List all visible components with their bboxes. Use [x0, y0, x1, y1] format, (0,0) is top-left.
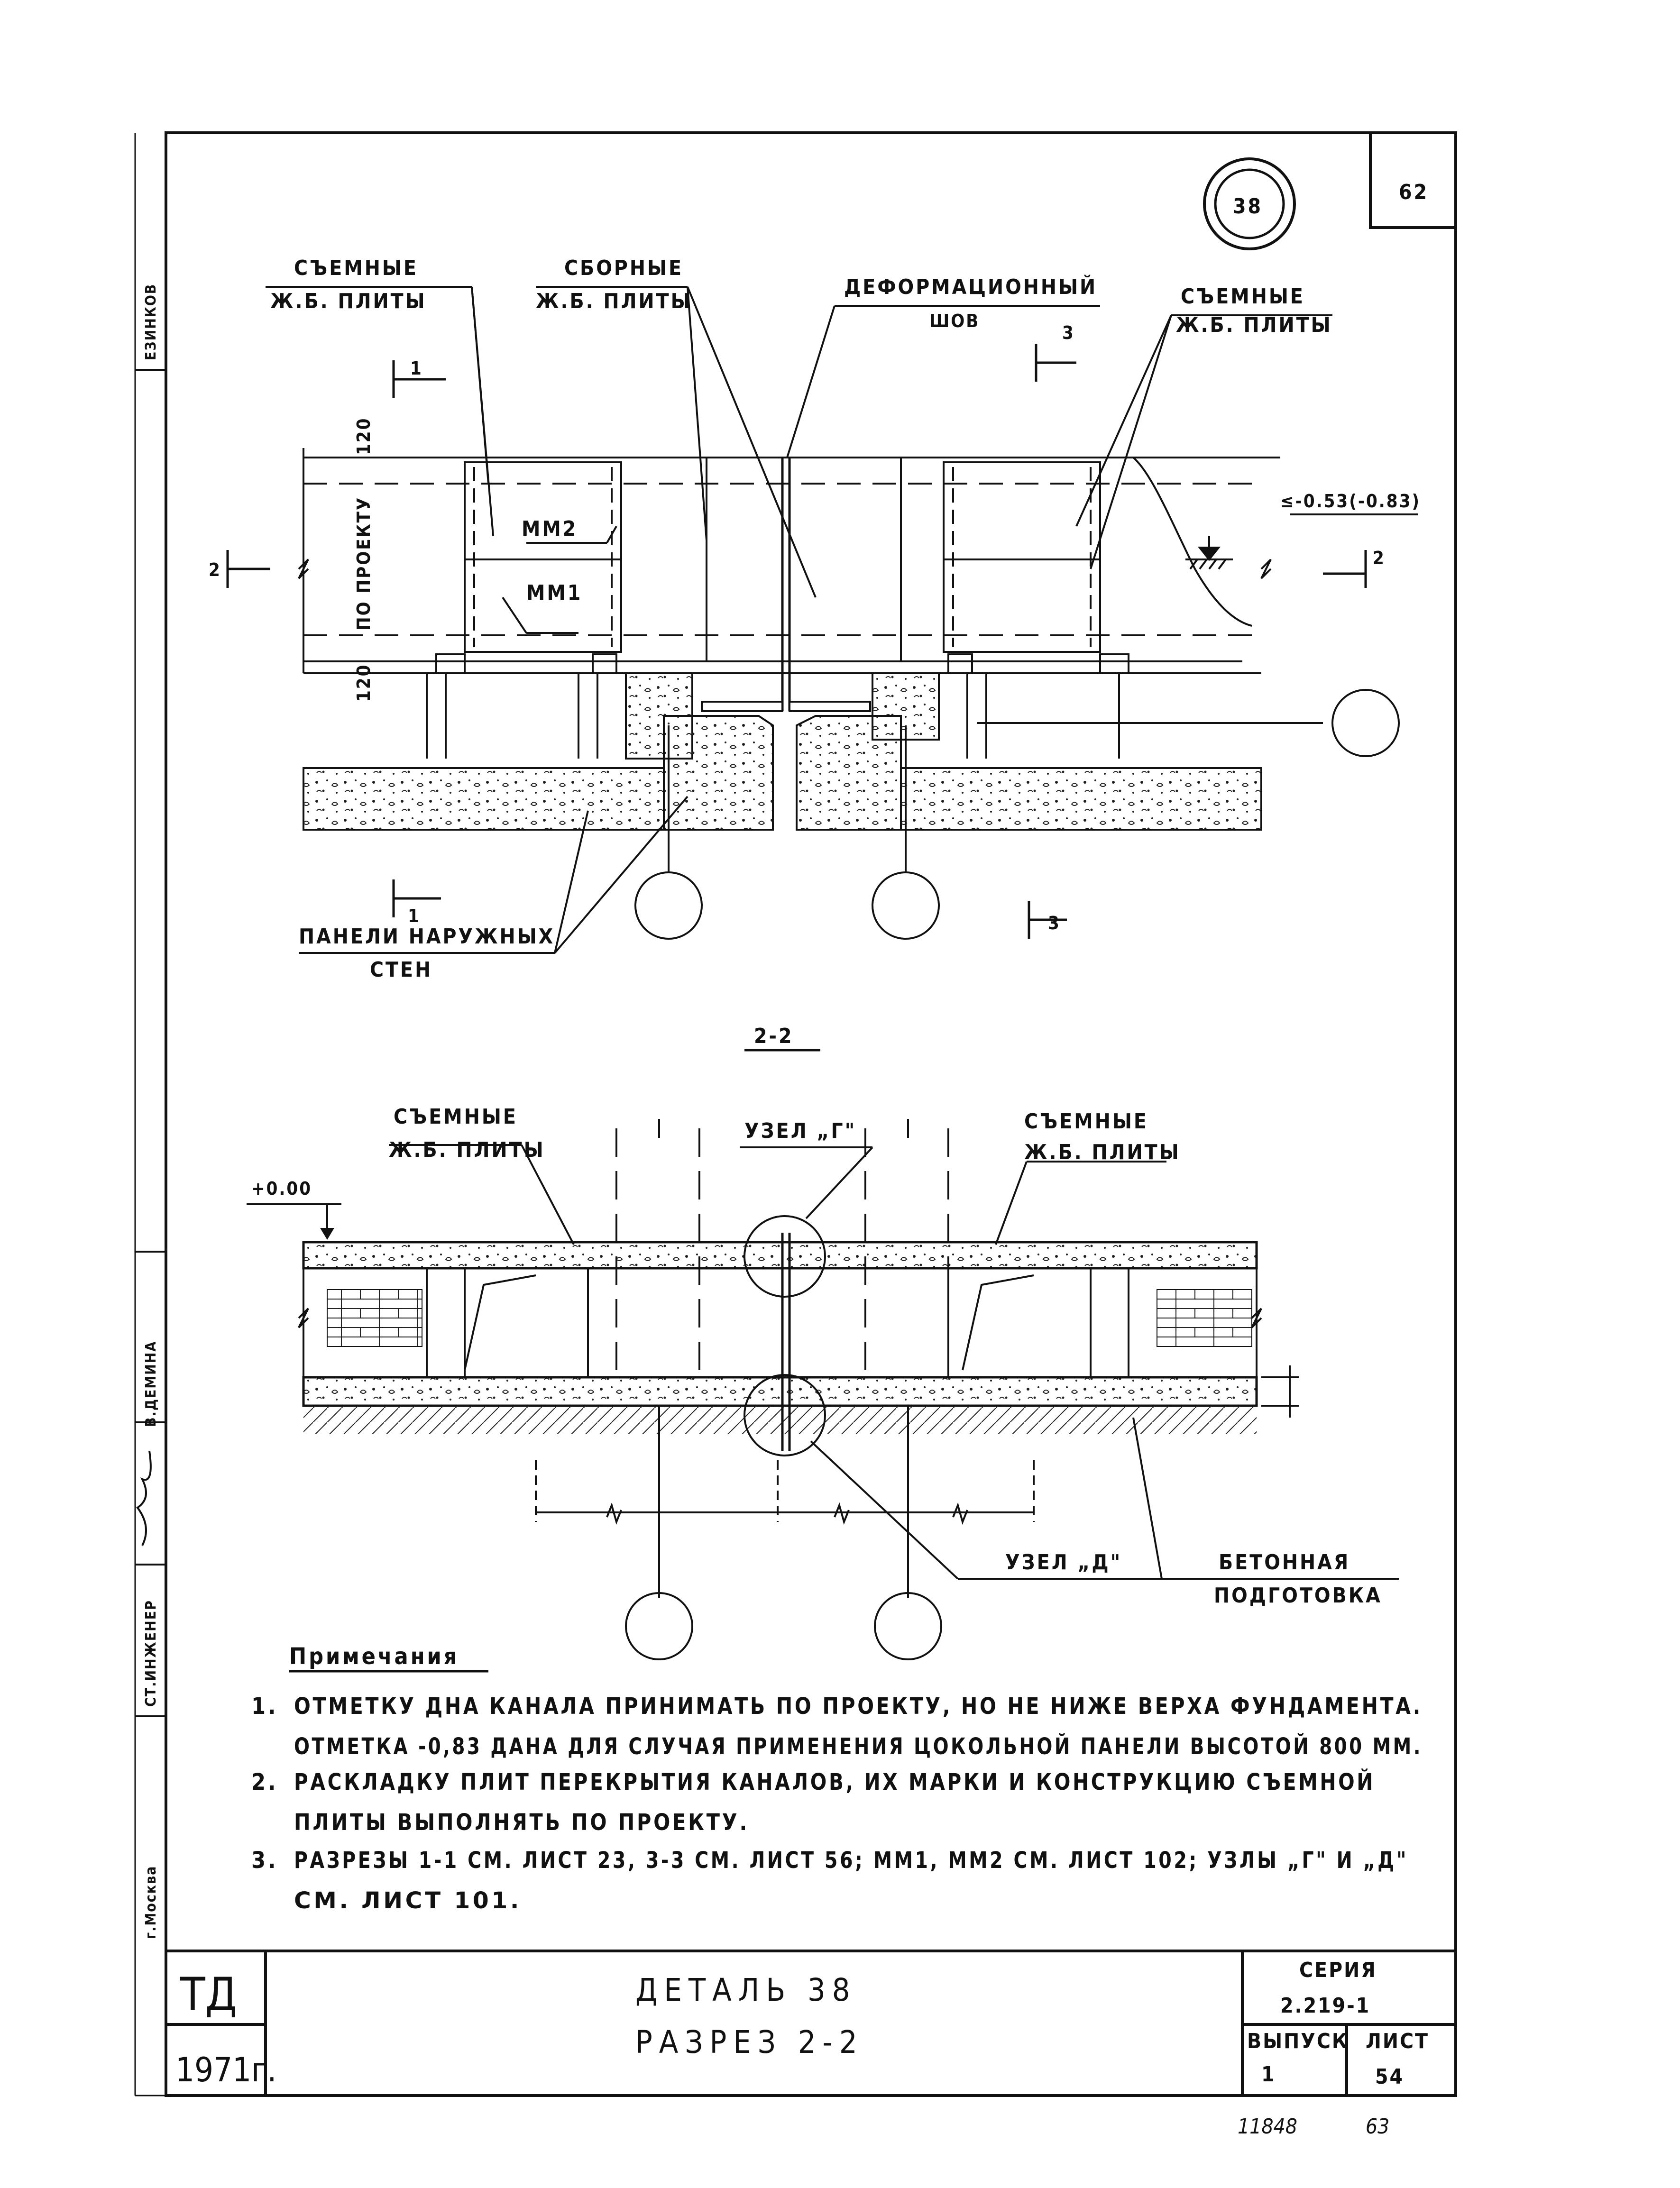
- plan-dim-bottom: 120: [353, 663, 374, 702]
- section-concrete-2: ПОДГОТОВКА: [1214, 1584, 1382, 1608]
- note-2-num: 2.: [251, 1769, 278, 1795]
- plan-level: ≤-0.53(-0.83): [1280, 491, 1421, 512]
- bottom-number-right: 63: [1366, 2115, 1390, 2139]
- note-2-line-1: РАСКЛАДКУ ПЛИТ ПЕРЕКРЫТИЯ КАНАЛОВ, ИХ МАРКИ И КОНСТРУКЦИЮ СЪЕМНОЙ: [294, 1769, 1443, 1795]
- section-3-top: 3: [1062, 322, 1075, 343]
- plan-view: [209, 256, 1421, 982]
- section-2-left: 2: [209, 559, 221, 580]
- note-2-line-2: ПЛИТЫ ВЫПОЛНЯТЬ ПО ПРОЕКТУ.: [294, 1809, 749, 1836]
- note-3-line-2: СМ. ЛИСТ 101.: [294, 1887, 522, 1914]
- sheet-frame: [135, 133, 1551, 2096]
- side-top-text: ЕЗИНКОВ: [143, 283, 159, 360]
- note-3-line-1: РАЗРЕЗЫ 1-1 СМ. ЛИСТ 23, 3-3 СМ. ЛИСТ 56; ММ1, ММ2 СМ. ЛИСТ 102; УЗЛЫ „Г" И „Д": [294, 1847, 1408, 1874]
- side-name-text: В.ДЕМИНА: [143, 1340, 159, 1427]
- plan-walls-2: СТЕН: [370, 958, 433, 982]
- note-1-line-1: ОТМЕТКУ ДНА КАНАЛА ПРИНИМАТЬ ПО ПРОЕКТУ, НО НЕ НИЖЕ ВЕРХА ФУНДАМЕНТА.: [294, 1693, 1423, 1720]
- page-number: 62: [1399, 180, 1429, 204]
- plan-removable-left-1: СЪЕМНЫЕ: [294, 256, 418, 280]
- note-3-num: 3.: [251, 1847, 278, 1874]
- section-2-right: 2: [1373, 548, 1386, 568]
- detail-number: 38: [1233, 194, 1263, 219]
- issue-label: ВЫПУСК: [1247, 2029, 1349, 2053]
- section-2-2: [247, 1024, 1399, 1659]
- page-number-box: [1370, 133, 1456, 228]
- sheet-label: ЛИСТ: [1366, 2029, 1430, 2053]
- side-city-text: г.Москва: [143, 1865, 159, 1939]
- section-1-top: 1: [410, 358, 423, 379]
- note-1-num: 1.: [251, 1693, 278, 1720]
- section-node-g: УЗЕЛ „Г": [744, 1119, 857, 1143]
- issue-value: 1: [1261, 2062, 1276, 2087]
- section-3-bottom: 3: [1048, 913, 1061, 934]
- plan-prefab-1: СБОРНЫЕ: [564, 256, 684, 280]
- plan-by-project: ПО ПРОЕКТУ: [353, 496, 374, 631]
- bottom-number-left: 11848: [1238, 2115, 1297, 2139]
- notes-block: [251, 1643, 1551, 1914]
- section-level-zero: +0.00: [251, 1178, 312, 1199]
- section-marks: [228, 344, 1366, 939]
- plan-mm1: ММ1: [526, 581, 583, 605]
- series-label: СЕРИЯ: [1299, 1958, 1377, 1982]
- series-value: 2.219-1: [1280, 1994, 1371, 2018]
- section-concrete-1: БЕТОННАЯ: [1219, 1550, 1350, 1575]
- title-line-1: ДЕТАЛЬ 38: [635, 1972, 857, 2008]
- section-removable-left-2: Ж.Б. ПЛИТЫ: [389, 1138, 545, 1162]
- org-label: ТД: [180, 1968, 238, 2021]
- section-removable-left-1: СЪЕМНЫЕ: [394, 1105, 518, 1129]
- side-role-text: СТ.ИНЖЕНЕР: [143, 1600, 159, 1707]
- plan-joint-2: ШОВ: [929, 311, 980, 331]
- section-removable-right-1: СЪЕМНЫЕ: [1024, 1109, 1148, 1134]
- plan-prefab-2: Ж.Б. ПЛИТЫ: [536, 289, 692, 313]
- section-title: 2-2: [754, 1024, 794, 1048]
- signature: [138, 1451, 151, 1546]
- plan-mm2: ММ2: [522, 517, 578, 541]
- note-1-line-2: ОТМЕТКА -0,83 ДАНА ДЛЯ СЛУЧАЯ ПРИМЕНЕНИЯ ЦОКОЛЬНОЙ ПАНЕЛИ ВЫСОТОЙ 800 ММ.: [294, 1733, 1551, 1760]
- plan-dim-top: 120: [353, 417, 374, 455]
- sheet-value: 54: [1375, 2065, 1405, 2089]
- plan-walls-1: ПАНЕЛИ НАРУЖНЫХ: [299, 925, 555, 949]
- plan-joint-1: ДЕФОРМАЦИОННЫЙ: [844, 275, 1098, 299]
- detail-marker: [1204, 159, 1294, 249]
- section-removable-right-2: Ж.Б. ПЛИТЫ: [1024, 1140, 1181, 1164]
- notes-heading: Примечания: [289, 1643, 459, 1670]
- year-label: 1971г.: [175, 2051, 277, 2089]
- side-strip: [135, 284, 166, 1939]
- plan-removable-right-1: СЪЕМНЫЕ: [1181, 284, 1305, 309]
- section-node-d: УЗЕЛ „Д": [1005, 1550, 1122, 1575]
- title-line-2: РАЗРЕЗ 2-2: [635, 2024, 864, 2060]
- plan-removable-left-2: Ж.Б. ПЛИТЫ: [270, 289, 427, 313]
- plan-removable-right-2: Ж.Б. ПЛИТЫ: [1176, 313, 1332, 337]
- section-1-bottom: 1: [408, 906, 421, 926]
